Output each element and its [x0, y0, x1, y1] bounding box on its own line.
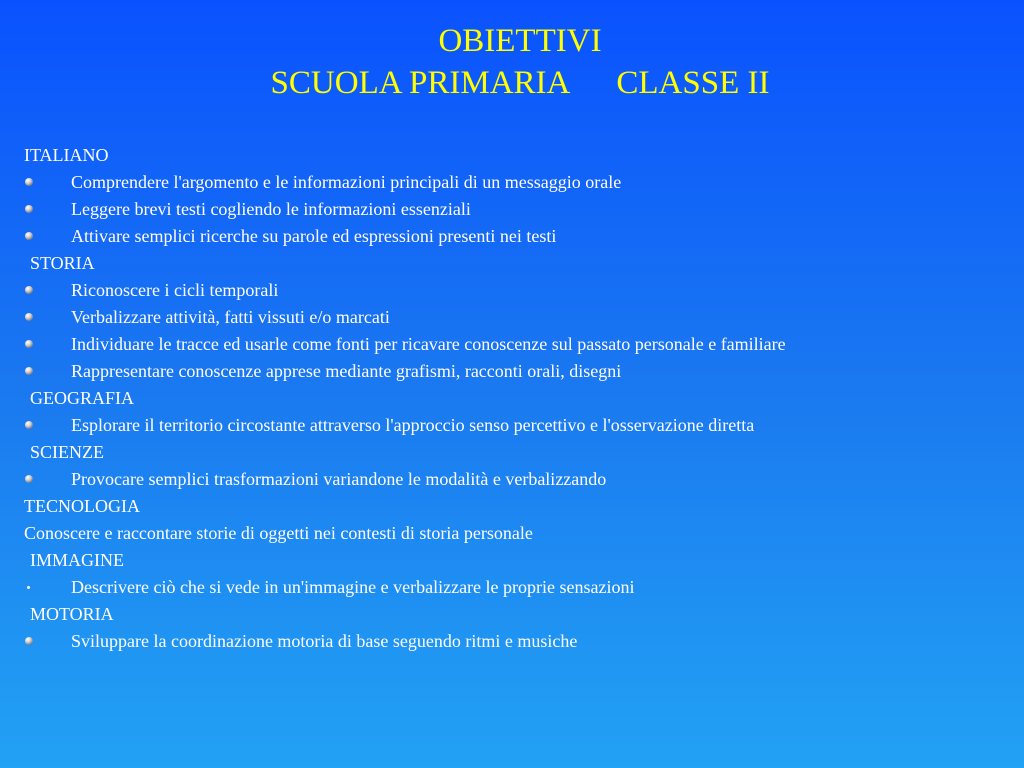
- bullet-icon: [27, 586, 30, 589]
- list-item: Provocare semplici trasformazioni variandone le modalità e verbalizzando: [24, 466, 1014, 493]
- list-item: Sviluppare la coordinazione motoria di base seguendo ritmi e musiche: [24, 628, 1014, 655]
- bullet-icon: [25, 232, 33, 240]
- bullet-icon: [25, 340, 33, 348]
- list-item: Individuare le tracce ed usarle come fonti per ricavare conoscenze sul passato personale e familiare: [24, 331, 1014, 358]
- list-item: Comprendere l'argomento e le informazioni principali di un messaggio orale: [24, 169, 1014, 196]
- title-school: SCUOLA PRIMARIA: [270, 65, 571, 101]
- list-item: Rappresentare conoscenze apprese mediante grafismi, racconti orali, disegni: [24, 358, 1014, 385]
- list-item: Leggere brevi testi cogliendo le informazioni essenziali: [24, 196, 1014, 223]
- section-heading-motoria: MOTORIA: [30, 604, 114, 624]
- bullet-icon: [25, 367, 33, 375]
- title-school-class: [0, 62, 1024, 104]
- section-heading-tecnologia: TECNOLOGIA: [24, 496, 140, 516]
- list-item: Esplorare il territorio circostante attraverso l'approccio senso percettivo e l'osservazione diretta: [24, 412, 1014, 439]
- bullet-icon: [25, 205, 33, 213]
- section-heading-italiano: ITALIANO: [24, 145, 109, 165]
- section-heading-scienze: SCIENZE: [30, 442, 104, 462]
- section-heading-immagine: IMMAGINE: [30, 550, 124, 570]
- list-item: Descrivere ciò che si vede in un'immagine e verbalizzare le proprie sensazioni: [24, 574, 1014, 601]
- objectives-list: [24, 142, 1014, 655]
- list-item: Attivare semplici ricerche su parole ed espressioni presenti nei testi: [24, 223, 1014, 250]
- slide-title: [0, 20, 1024, 104]
- list-item: Verbalizzare attività, fatti vissuti e/o marcati: [24, 304, 1014, 331]
- section-heading-geografia: GEOGRAFIA: [30, 388, 135, 408]
- bullet-icon: [25, 637, 33, 645]
- bullet-icon: [25, 178, 33, 186]
- section-heading-storia: STORIA: [30, 253, 95, 273]
- bullet-icon: [25, 475, 33, 483]
- bullet-icon: [25, 286, 33, 294]
- tecnologia-text: Conoscere e raccontare storie di oggetti nei contesti di storia personale: [24, 523, 533, 543]
- title-class: CLASSE II: [616, 65, 770, 101]
- bullet-icon: [25, 421, 33, 429]
- bullet-icon: [25, 313, 33, 321]
- title-objectives: OBIETTIVI: [438, 23, 602, 59]
- list-item: Riconoscere i cicli temporali: [24, 277, 1014, 304]
